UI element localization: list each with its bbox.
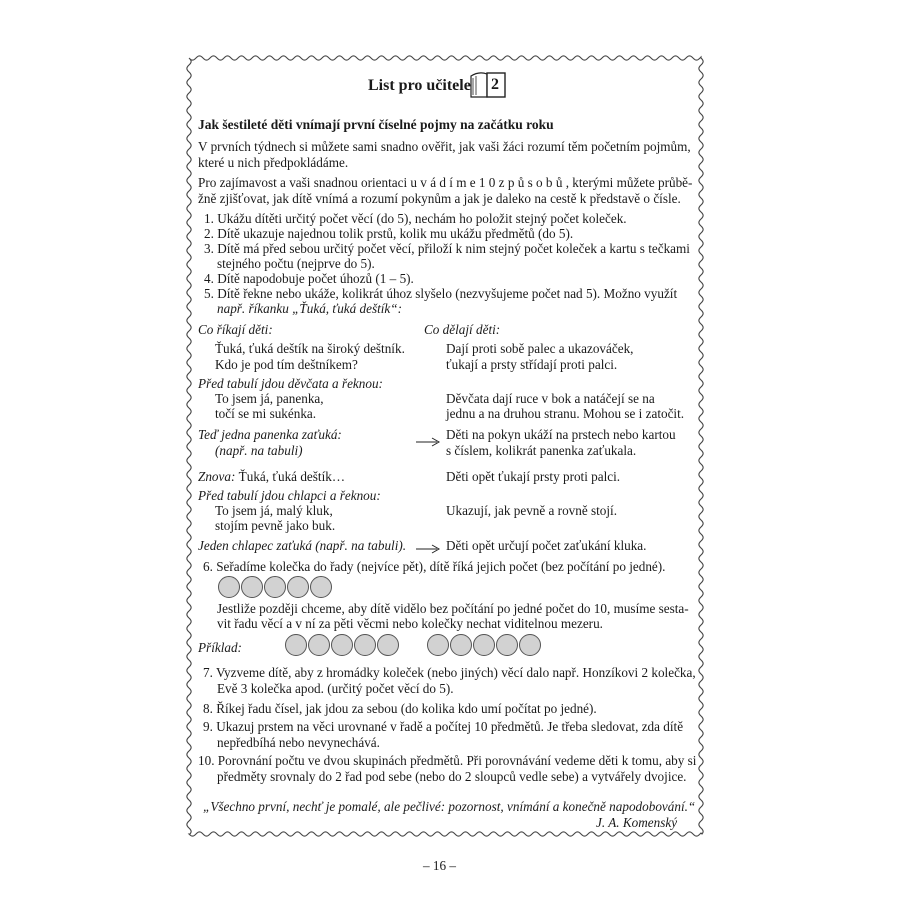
rhyme-group-label: Před tabulí jdou děvčata a řeknou: (198, 376, 383, 391)
rhyme-left-header: Co říkají děti: (198, 322, 273, 337)
rhyme-group-label: Před tabulí jdou chlapci a řeknou: (198, 488, 381, 503)
page-number: – 16 – (423, 858, 456, 873)
action-line: Děvčata dají ruce v bok a natáčejí se na (446, 391, 655, 406)
counting-circle (377, 634, 399, 656)
intro-p1-line1: V prvních týdnech si můžete sami snadno ověřit, jak vaši žáci rozumí těm početním pojmům, (198, 139, 691, 154)
action-line: Děti opět určují počet zaťukání kluka. (446, 538, 647, 553)
rhyme-line: Kdo je pod tím deštníkem? (215, 357, 358, 372)
intro-p2-line2: žně zjišťovat, jak dítě vnímá a rozumí pokynům a jak je daleko na cestě k představě o čísle. (198, 191, 681, 206)
list-item-cont: např. říkanku „Ťuká, ťuká deštík“: (217, 301, 403, 316)
arrow-icon (415, 434, 441, 452)
action-line: Děti opět ťukají prsty proti palci. (446, 469, 621, 484)
counting-circle (450, 634, 472, 656)
list-item: 6. Seřadíme kolečka do řady (nejvíce pět), dítě říká jejich počet (bez počítání po jedné). (203, 559, 666, 574)
paragraph-line: vit řadu věcí a v ní za pěti věcmi nebo kolečky nechat viditelnou mezeru. (217, 616, 603, 631)
counting-circle (308, 634, 330, 656)
rhyme-right-header: Co dělají děti: (424, 322, 501, 337)
rhyme-group-label: Jeden chlapec zaťuká (např. na tabuli). (198, 538, 407, 553)
rhyme-line: To jsem já, panenka, (215, 391, 324, 406)
rhyme-line: To jsem já, malý kluk, (215, 503, 333, 518)
action-line: Dají proti sobě palec a ukazováček, (446, 341, 634, 356)
list-item: 3. Dítě má před sebou určitý počet věcí, přiloží k nim stejný počet koleček a kartu s tečkami (204, 241, 690, 256)
list-item: 5. Dítě řekne nebo ukáže, kolikrát úhoz slyšelo (nezvyšujeme počet nad 5). Možno využít (204, 286, 678, 301)
list-item: 8. Říkej řadu čísel, jak jdou za sebou (do kolika kdo umí počítat po jedné). (203, 701, 597, 716)
action-line: Ukazují, jak pevně a rovně stojí. (446, 503, 618, 518)
rhyme-group-label: Teď jedna panenka zaťuká: (198, 427, 342, 442)
counting-circle (496, 634, 518, 656)
list-item-cont: nepředbíhá nebo nevynechává. (217, 735, 380, 750)
list-item: 1. Ukážu dítěti určitý počet věcí (do 5), nechám ho položit stejný počet koleček. (204, 211, 627, 226)
counting-circle (354, 634, 376, 656)
action-line: ťukají a prsty střídají proti palci. (446, 357, 618, 372)
counting-circle (218, 576, 240, 598)
counting-circle (287, 576, 309, 598)
list-item-cont: stejného počtu (nejprve do 5). (217, 256, 375, 271)
action-line: jednu a na druhou stranu. Mohou se i zatočit. (446, 406, 685, 421)
book-icon (469, 70, 507, 100)
quote: „Všechno první, nechť je pomalé, ale pečlivé: pozornost, vnímání a konečně napodobování.“ (203, 799, 696, 814)
list-item: 9. Ukazuj prstem na věci urovnané v řadě a počítej 10 předmětů. Je třeba sledovat, zda dítě (203, 719, 684, 734)
action-line: Děti na pokyn ukáží na prstech nebo kartou (446, 427, 676, 442)
book-number: 2 (491, 76, 499, 93)
action-line: s číslem, kolikrát panenka zaťukala. (446, 443, 637, 458)
arrow-icon (415, 541, 441, 559)
counting-circle (285, 634, 307, 656)
section-heading: Jak šestileté děti vnímají první číselné pojmy na začátku roku (198, 117, 554, 132)
counting-circle (264, 576, 286, 598)
rhyme-line: Znova: Ťuká, ťuká deštík… (198, 469, 346, 484)
example-label: Příklad: (198, 640, 242, 655)
counting-circle (519, 634, 541, 656)
list-item: 10. Porovnání počtu ve dvou skupinách předmětů. Při porovnávání vedeme děti k tomu, aby si (198, 753, 697, 768)
rhyme-group-label: (např. na tabuli) (215, 443, 303, 458)
list-item-cont: předměty srovnaly do 2 řad pod sebe (nebo do 2 sloupců vedle sebe) a vytvářely dvojice. (217, 769, 687, 784)
intro-p1-line2: které u nich předpokládáme. (198, 155, 349, 170)
rhyme-line: točí se mi sukénka. (215, 406, 317, 421)
paragraph-line: Jestliže později chceme, aby dítě vidělo bez počítání po jedné počet do 10, musíme sesta- (217, 601, 689, 616)
rhyme-line: Ťuká, ťuká deštík na široký deštník. (215, 341, 405, 356)
list-item: 4. Dítě napodobuje počet úhozů (1 – 5). (204, 271, 414, 286)
counting-circle (331, 634, 353, 656)
counting-circle (310, 576, 332, 598)
list-item: 7. Vyzveme dítě, aby z hromádky koleček (nebo jiných) věcí dalo např. Honzíkovi 2 kolečka, (203, 665, 696, 680)
intro-p2-line1: Pro zajímavost a vaši snadnou orientaci u v á d í m e 1 0 z p ů s o b ů , kterými můžete průbě- (198, 175, 693, 190)
list-item: 2. Dítě ukazuje najednou tolik prstů, kolik mu ukážu předmětů (do 5). (204, 226, 574, 241)
counting-circle (241, 576, 263, 598)
quote-author: J. A. Komenský (596, 815, 678, 830)
rhyme-line: stojím pevně jako buk. (215, 518, 336, 533)
page-title: List pro učitele (368, 77, 471, 94)
counting-circle (427, 634, 449, 656)
list-item-cont: Evě 3 kolečka apod. (určitý počet věcí do 5). (217, 681, 454, 696)
counting-circle (473, 634, 495, 656)
